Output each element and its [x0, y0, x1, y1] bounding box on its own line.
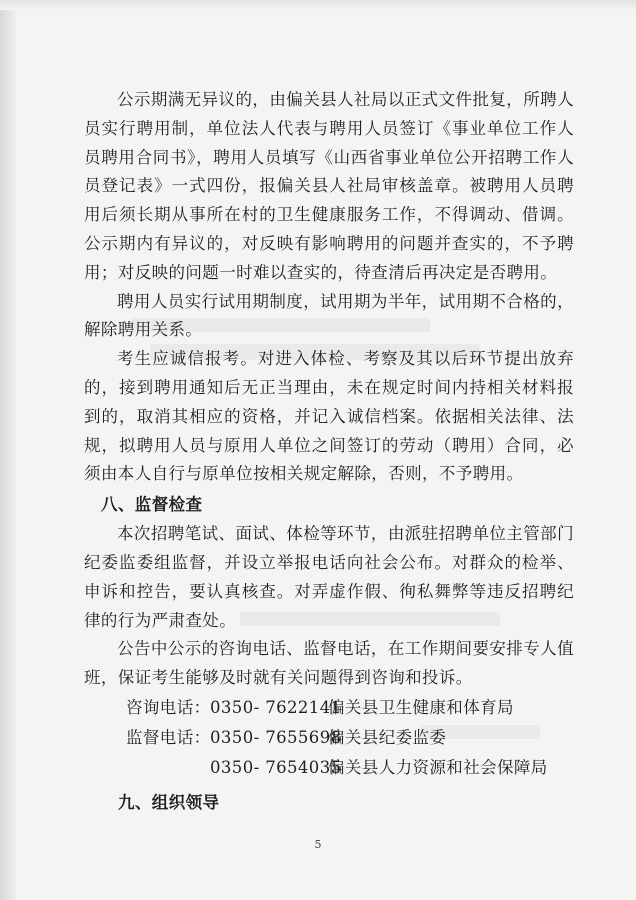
section-heading-supervision: 八、监督检查 [101, 495, 203, 515]
section-heading-organization: 九、组织领导 [118, 792, 220, 812]
consult-phone-number: 0350- 7622141 [210, 697, 342, 717]
supervise-org-2: 偏关县人力资源和社会保障局 [328, 757, 548, 777]
scan-edge-left [0, 0, 16, 900]
supervise-org: 偏关县纪委监委 [328, 727, 447, 747]
supervise-label: 监督电话： [126, 727, 211, 747]
page-number: 5 [314, 838, 322, 851]
contact-consult-line [84, 693, 574, 723]
contact-supervise-line [84, 723, 574, 753]
scan-edge-top [0, 0, 636, 10]
paragraph-publicity-result: 公示期满无异议的，由偏关县人社局以正式文件批复，所聘人员实行聘用制，单位法人代表与聘用人员签订《事业单位工作人员聘用合同书》，聘用人员填写《山西省事业单位公开招聘工作人员登记表》一式四份，报偏关县人社局审核盖章。被聘用人员聘用后须长期从事所在村的卫生健康服务工作，不得调动、借调。公示期内有异议的，对反映有影响聘用的问题并查实的，不予聘用；对反映的问题一时难以查实的，待查清后再决定是否聘用。 [84, 90, 574, 282]
contact-supervise-line-2 [84, 753, 574, 783]
consult-label: 咨询电话： [126, 697, 211, 717]
paragraph-supervision: 本次招聘笔试、面试、体检等环节，由派驻招聘单位主管部门纪委监委组监督，并设立举报电话向社会公布。对群众的检举、申诉和控告，要认真核查。对弄虚作假、徇私舞弊等违反招聘纪律的行为严肃查处。 [84, 524, 574, 630]
supervise-phone-number-2: 0350- 7654035 [210, 757, 342, 777]
paragraph-hotline-duty: 公告中公示的咨询电话、监督电话，在工作期间要安排专人值班，保证考生能够及时就有关问题得到咨询和投诉。 [84, 639, 574, 688]
consult-org: 偏关县卫生健康和体育局 [328, 697, 514, 717]
supervise-phone-number: 0350- 7655698 [210, 727, 342, 747]
paragraph-probation: 聘用人员实行试用期制度，试用期为半年，试用期不合格的，解除聘用关系。 [84, 291, 574, 340]
document-body [84, 86, 574, 818]
paragraph-integrity: 考生应诚信报考。对进入体检、考察及其以后环节提出放弃的，接到聘用通知后无正当理由，未在规定时间内持相关材料报到的，取消其相应的资格，并记入诚信档案。依据相关法律、法规，拟聘用人员与原用人单位之间签订的劳动（聘用）合同，必须由本人自行与原单位按相关规定解除，否则，不予聘用。 [84, 349, 574, 484]
